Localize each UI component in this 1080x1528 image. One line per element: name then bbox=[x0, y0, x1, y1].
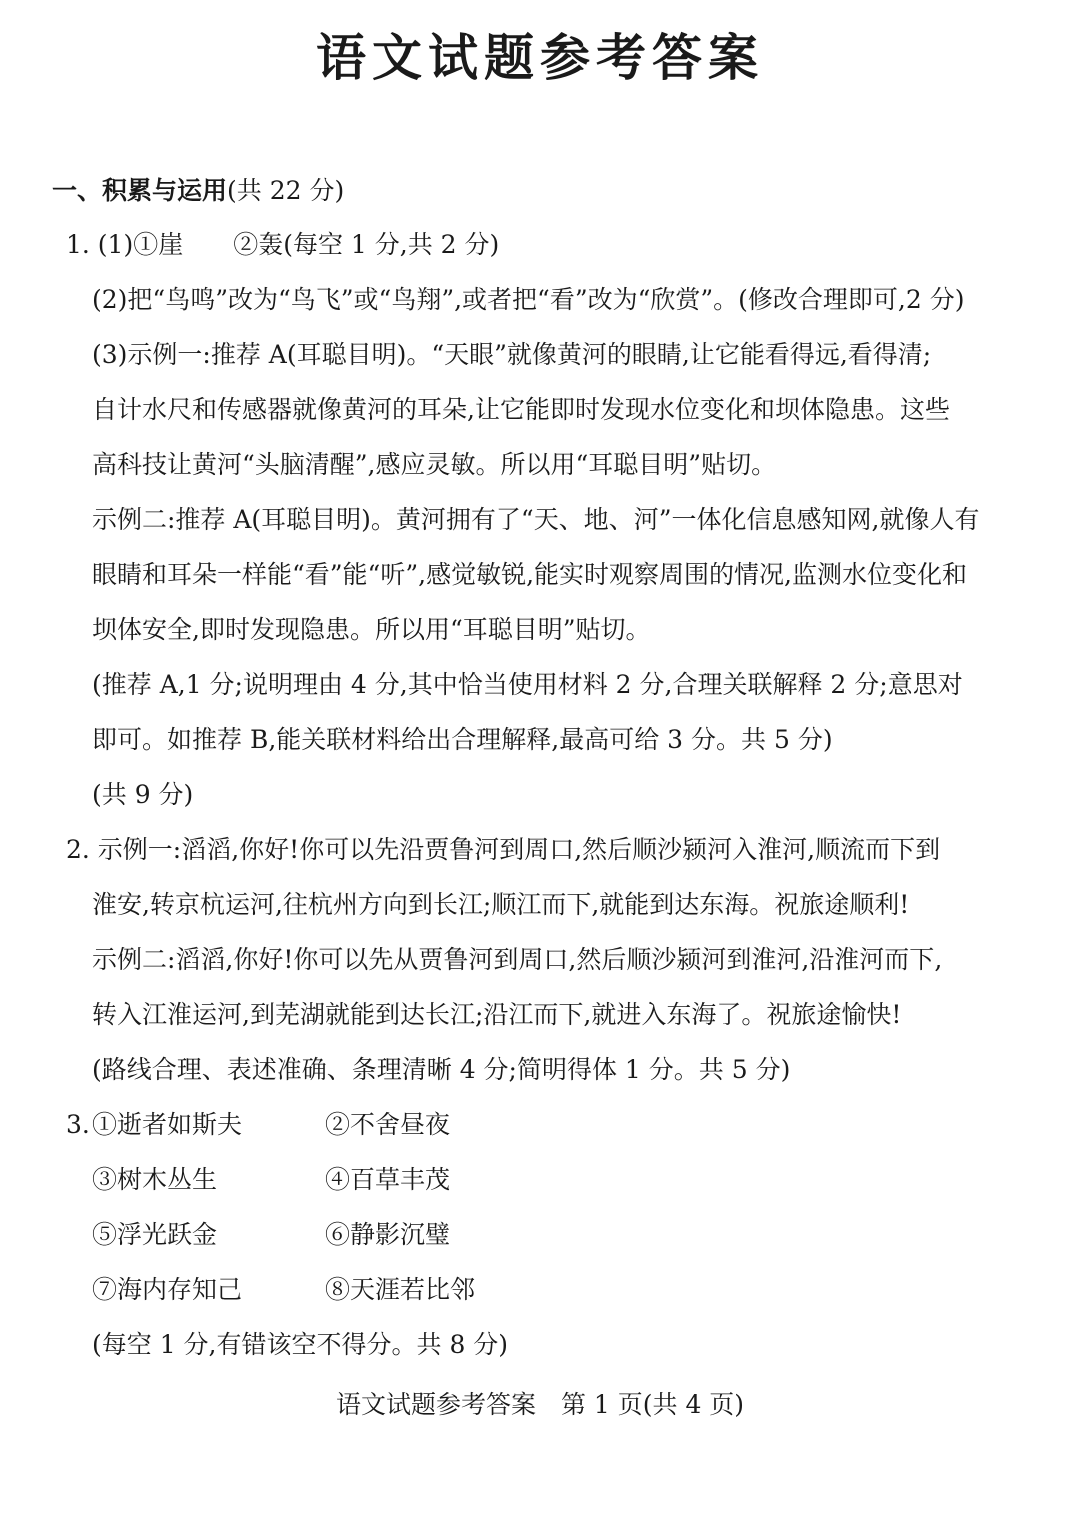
q1-line-3: (3)示例一:推荐 A(耳聪目明)。“天眼”就像黄河的眼睛,让它能看得远,看得清; bbox=[92, 340, 932, 369]
q1-line-9: (推荐 A,1 分;说明理由 4 分,其中恰当使用材料 2 分,合理关联解释 2 分;意思对 bbox=[92, 670, 963, 699]
q2-line-3: 示例二:滔滔,你好!你可以先从贾鲁河到周口,然后顺沙颍河到淮河,沿淮河而下, bbox=[92, 945, 943, 974]
q3-answer-2: ②不舍昼夜 bbox=[325, 1110, 451, 1139]
q1-line-7: 眼睛和耳朵一样能“看”能“听”,感觉敏锐,能实时观察周围的情况,监测水位变化和 bbox=[92, 560, 967, 589]
q1-line-2: (2)把“鸟鸣”改为“鸟飞”或“鸟翔”,或者把“看”改为“欣赏”。(修改合理即可,2 分) bbox=[92, 285, 965, 314]
q1-line-11: (共 9 分) bbox=[92, 780, 194, 809]
q3-answer-8: ⑧天涯若比邻 bbox=[325, 1275, 476, 1304]
page-title: 语文试题参考答案 bbox=[316, 29, 764, 87]
section-score: (共 22 分) bbox=[227, 176, 345, 205]
q3-note: (每空 1 分,有错该空不得分。共 8 分) bbox=[92, 1330, 509, 1359]
q2-line-2: 淮安,转京杭运河,往杭州方向到长江;顺江而下,就能到达东海。祝旅途顺利! bbox=[92, 890, 910, 919]
q3-answer-3: ③树木丛生 bbox=[92, 1165, 218, 1194]
q1-line-10: 即可。如推荐 B,能关联材料给出合理解释,最高可给 3 分。共 5 分) bbox=[92, 725, 833, 754]
q1-line-5: 高科技让黄河“头脑清醒”,感应灵敏。所以用“耳聪目明”贴切。 bbox=[92, 450, 777, 479]
section-heading-text: 一、积累与运用 bbox=[52, 176, 228, 205]
q3-number: 3. bbox=[66, 1110, 90, 1139]
q1-line-4: 自计水尺和传感器就像黄河的耳朵,让它能即时发现水位变化和坝体隐患。这些 bbox=[92, 395, 950, 424]
q1-line-1: 1. (1)①崖 ②轰(每空 1 分,共 2 分) bbox=[66, 230, 500, 259]
q2-line-1: 2. 示例一:滔滔,你好!你可以先沿贾鲁河到周口,然后顺沙颍河入淮河,顺流而下到 bbox=[66, 835, 941, 864]
page-footer: 语文试题参考答案 第 1 页(共 4 页) bbox=[335, 1390, 745, 1419]
q3-answer-6: ⑥静影沉璧 bbox=[325, 1220, 451, 1249]
q2-line-5: (路线合理、表述准确、条理清晰 4 分;简明得体 1 分。共 5 分) bbox=[92, 1055, 791, 1084]
q2-line-4: 转入江淮运河,到芜湖就能到达长江;沿江而下,就进入东海了。祝旅途愉快! bbox=[92, 1000, 902, 1029]
q3-answer-1: ①逝者如斯夫 bbox=[92, 1110, 243, 1139]
q1-line-8: 坝体安全,即时发现隐患。所以用“耳聪目明”贴切。 bbox=[92, 615, 651, 644]
q3-answer-4: ④百草丰茂 bbox=[325, 1165, 451, 1194]
q3-answer-7: ⑦海内存知己 bbox=[92, 1275, 243, 1304]
section-heading bbox=[52, 174, 344, 208]
q1-line-6: 示例二:推荐 A(耳聪目明)。黄河拥有了“天、地、河”一体化信息感知网,就像人有 bbox=[92, 505, 980, 534]
q3-answer-5: ⑤浮光跃金 bbox=[92, 1220, 218, 1249]
